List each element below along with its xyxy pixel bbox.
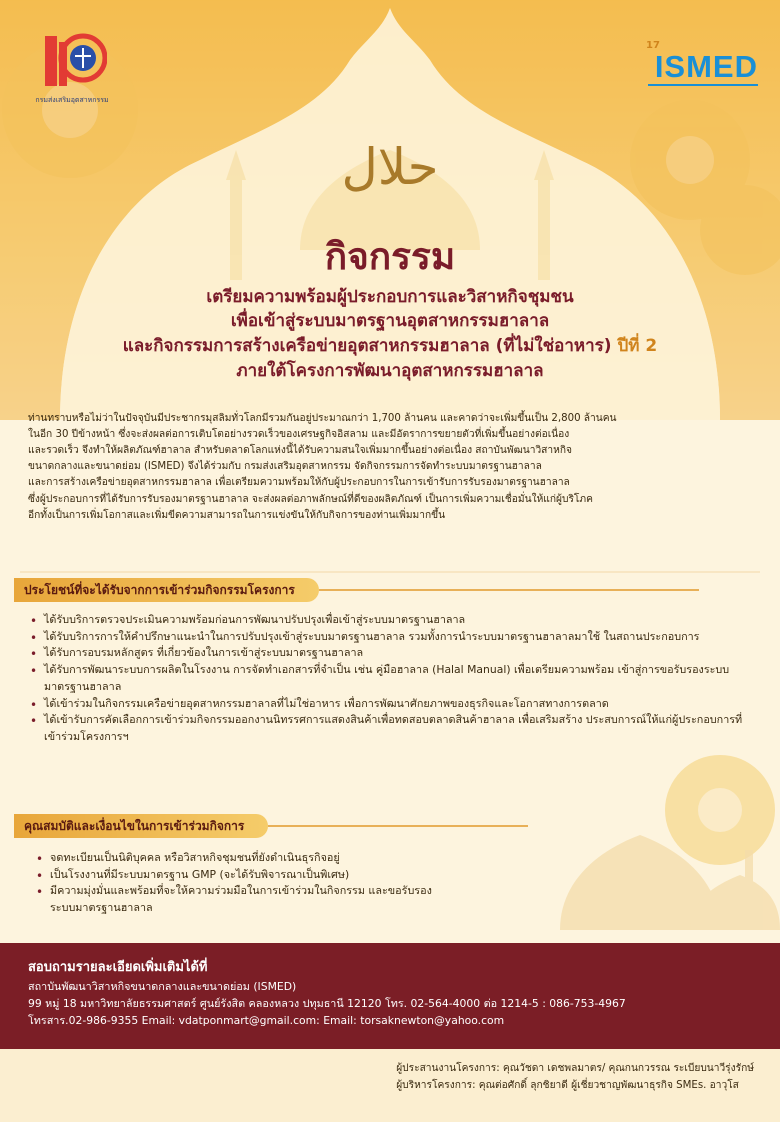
benefits-list bbox=[30, 612, 756, 746]
qualifications-list bbox=[36, 850, 456, 917]
intro-paragraph bbox=[28, 411, 756, 524]
headline-line-1: เตรียมความพร้อมผู้ประกอบการและวิสาหกิจชุมชน bbox=[206, 286, 574, 307]
dip-logo bbox=[22, 26, 122, 104]
contact-fax-email: โทรสาร.02-986-9355 Email: vdatponmart@gmail.com: Email: torsaknewton@yahoo.com bbox=[28, 1014, 505, 1028]
intro-line: ขนาดกลางและขนาดย่อม (ISMED) จึงได้ร่วมกับ กรมส่งเสริมอุตสาหกรรม จัดกิจกรรมการจัดทำระบบมาตรฐานฮาลาล bbox=[28, 461, 542, 473]
year-label: ปีที่ 2 bbox=[617, 336, 658, 357]
intro-line: และรวดเร็ว จึงทำให้ผลิตภัณฑ์ฮาลาล สำหรับตลาดโลกแห่งนี้ได้รับความสนใจเพิ่มมากขึ้นอย่างต่อเนื่อง สถาบันพัฒนาวิสาหกิจ bbox=[28, 445, 572, 457]
benefit-item: • ได้รับบริการตรวจประเมินความพร้อมก่อนการพัฒนาปรับปรุงเพื่อเข้าสู่ระบบมาตรฐานฮาลาล bbox=[30, 612, 756, 629]
ismed-underline-bar bbox=[648, 84, 758, 88]
benefit-item: • ได้รับบริการการให้คำปรึกษาแนะนำในการปรับปรุงเข้าสู่ระบบมาตรฐานฮาลาล รวมทั้งการนำระบบมาตรฐานฮาลาลมาใช้ ในสถานประกอบการ bbox=[30, 629, 756, 646]
benefits-heading-bar bbox=[14, 578, 699, 602]
contact-organization: สถาบันพัฒนาวิสาหกิจขนาดกลางและขนาดย่อม (ISMED) bbox=[28, 979, 297, 993]
benefits-heading: ประโยชน์ที่จะได้รับจากการเข้าร่วมกิจกรรมโครงการ bbox=[14, 578, 319, 602]
intro-line: ซึ่งผู้ประกอบการที่ได้รับการรับรองมาตรฐานฮาลาล จะส่งผลต่อภาพลักษณ์ที่ดีของผลิตภัณฑ์ เป็นการเพิ่มความเชื่อมั่นให้แก่ผู้บริโภค bbox=[28, 493, 593, 505]
benefit-item: • ได้เข้าร่วมในกิจกรรมเครือข่ายอุตสาหกรรมฮาลาลที่ไม่ใช่อาหาร เพื่อการพัฒนาศักยภาพของธุรกิจและโอกาสทางการตลาด bbox=[30, 696, 756, 713]
qualification-item: • เป็นโรงงานที่มีระบบมาตรฐาน GMP (จะได้รับพิจารณาเป็นพิเศษ) bbox=[36, 867, 456, 884]
benefit-item: • ได้รับการพัฒนาระบบการผลิตในโรงงาน การจัดทำเอกสารที่จำเป็น เช่น คู่มือฮาลาล (Halal Manual) เพื่อเตรียมความพร้อม เข้าสู่การขอรับรองระบบมาตรฐานฮาลาล bbox=[30, 662, 756, 695]
ismed-anniversary-badge: 17 bbox=[646, 40, 660, 51]
qualifications-heading-rule bbox=[268, 825, 528, 827]
contact-address: 99 หมู่ 18 มหาวิทยาลัยธรรมศาสตร์ ศูนย์รังสิต คลองหลวง ปทุมธานี 12120 โทร. 02-564-4000 ต่อ 1214-5 : 086-753-4967 bbox=[28, 996, 626, 1010]
qualifications-heading: คุณสมบัติและเงื่อนไขในการเข้าร่วมกิจการ bbox=[14, 814, 268, 838]
activity-title: กิจกรรม bbox=[324, 235, 456, 278]
headline-line-3 bbox=[0, 334, 780, 359]
title-block bbox=[0, 235, 780, 383]
intro-line: ท่านทราบหรือไม่ว่าในปัจจุบันมีประชากรมุสลิมทั่วโลกมีรวมกันอยู่ประมาณกว่า 1,700 ล้านคน และคาดว่าจะเพิ่มขึ้นเป็น 2,800 ล้านคน bbox=[28, 413, 617, 424]
benefit-item: • ได้เข้ารับการคัดเลือกการเข้าร่วมกิจกรรมออกงานนิทรรศการแสดงสินค้าเพื่อทดสอบตลาดสินค้าฮาลาล เพื่อเสริมสร้าง ประสบการณ์ให้แก่ผู้ประกอบการที่เข้าร่วมโครงการฯ bbox=[30, 712, 756, 745]
qualification-item: • จดทะเบียนเป็นนิติบุคคล หรือวิสาหกิจชุมชนที่ยังดำเนินธุรกิจอยู่ bbox=[36, 850, 456, 867]
intro-line: ในอีก 30 ปีข้างหน้า ซึ่งจะส่งผลต่อการเติบโตอย่างรวดเร็วของเศรษฐกิจอิสลาม และมีอัตราการขยายตัวที่เพิ่มขึ้นอย่างต่อเนื่อง bbox=[28, 429, 570, 441]
intro-line: อีกทั้งเป็นการเพิ่มโอกาสและเพิ่มขีดความสามารถในการแข่งขันให้กับกิจการของท่านเพิ่มมากขึ้น bbox=[28, 509, 446, 521]
project-manager: ผู้บริหารโครงการ: คุณต่อศักดิ์ ลุกชิยาดี ผู้เชี่ยวชาญพัฒนาธุรกิจ SMEs. อาวุโส bbox=[396, 1080, 739, 1092]
headline-line-4: ภายใต้โครงการพัฒนาอุตสาหกรรมฮาลาล bbox=[236, 360, 544, 381]
intro-line: และการสร้างเครือข่ายอุตสาหกรรมฮาลาล เพื่อเตรียมความพร้อมให้กับผู้ประกอบการในการเข้ารับการรับรองมาตรฐานฮาลาล bbox=[28, 477, 570, 489]
benefit-item: • ได้รับการอบรมหลักสูตร ที่เกี่ยวข้องในการเข้าสู่ระบบมาตรฐานฮาลาล bbox=[30, 645, 756, 662]
halal-arabic-text: حلال bbox=[341, 138, 439, 196]
ismed-logo bbox=[638, 40, 758, 90]
contact-title: สอบถามรายละเอียดเพิ่มเติมได้ที่ bbox=[28, 960, 208, 975]
qualification-item: • มีความมุ่งมั่นและพร้อมที่จะให้ความร่วมมือในการเข้าร่วมในกิจกรรม และขอรับรองระบบมาตรฐานฮาลาล bbox=[36, 883, 456, 916]
ismed-logo-text: ISMED bbox=[654, 49, 758, 84]
ismed-logo-underline bbox=[638, 84, 758, 90]
dip-logo-icon bbox=[37, 26, 107, 90]
qualifications-heading-bar bbox=[14, 814, 528, 838]
headline-line-2: เพื่อเข้าสู่ระบบมาตรฐานอุตสาหกรรมฮาลาล bbox=[230, 311, 550, 332]
benefits-heading-rule bbox=[319, 589, 699, 591]
contact-footer bbox=[0, 943, 780, 1049]
dip-logo-caption: กรมส่งเสริมอุตสาหกรรม bbox=[35, 96, 109, 104]
headline-line-3-text: และกิจกรรมการสร้างเครือข่ายอุตสาหกรรมฮาลาล (ที่ไม่ใช่อาหาร) bbox=[122, 336, 612, 357]
project-credits bbox=[396, 1060, 754, 1095]
project-coordinator: ผู้ประสานงานโครงการ: คุณวัชดา เดชพลมาตร/ คุณกนกวรรณ ระเบียบนาวีรุ่งรักษ์ bbox=[396, 1063, 754, 1074]
